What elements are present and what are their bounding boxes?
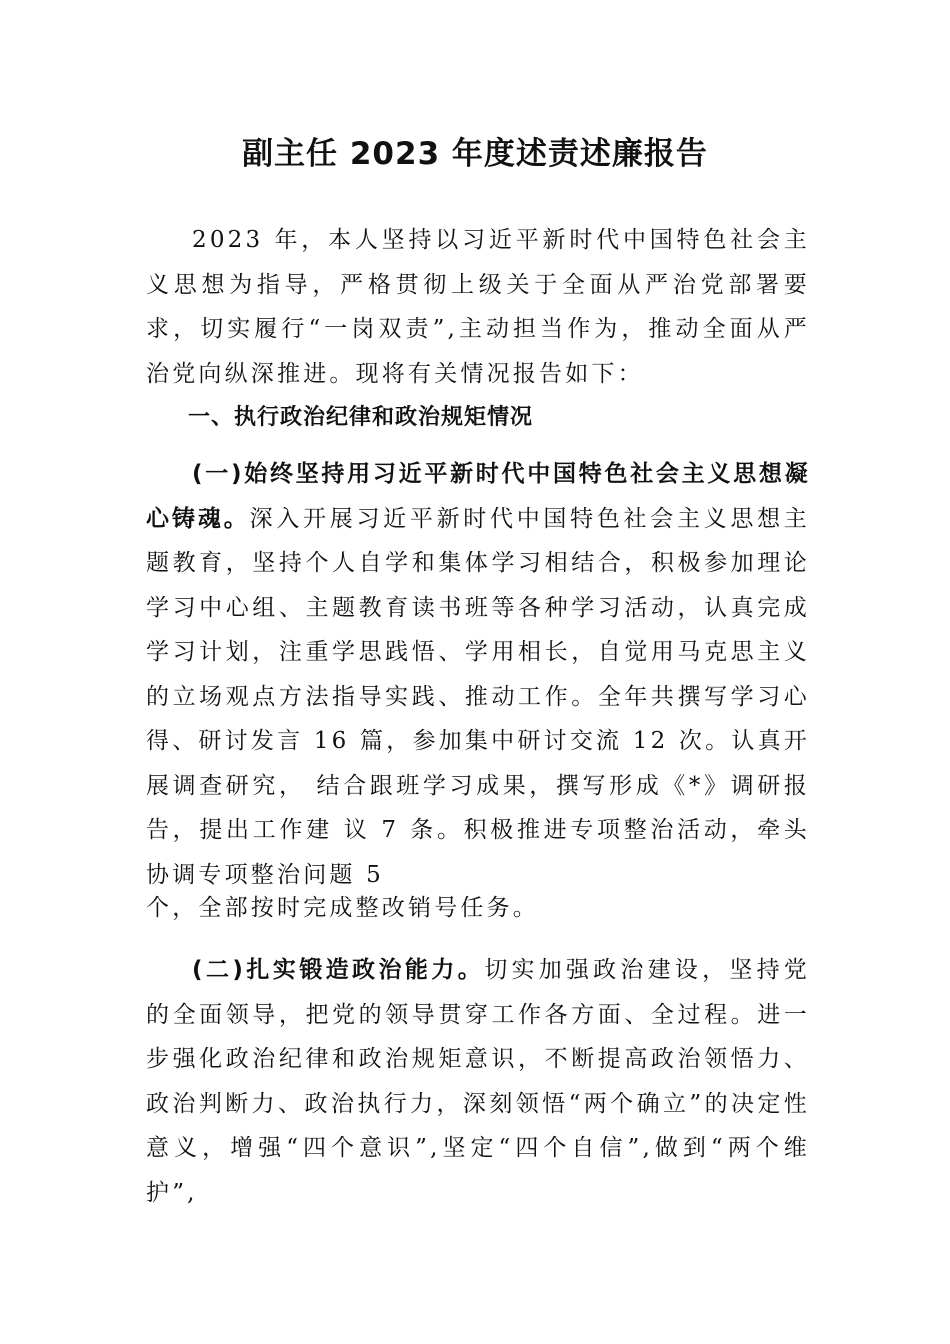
document-title: 副主任 2023 年度述责述廉报告	[242, 136, 708, 172]
paragraph-1-body: 深入开展习近平新时代中国特色社会主义思想主题教育，坚持个人自学和集体学习相结合，积极参加理论学习中心组、主题教育读书班等各种学习活动，认真完成学习计划，注重学思践悟、学用相长，自觉用马克思主义的立场观点方法指导实践、推动工作。全年共撰写学习心得、研讨发言 16 篇，参加集中研讨交流 12 次。认真开展调查研究， 结合跟班学习成果，撰写形成《*》调研报告，提出工作建 议 7 条。积极推进专项整治活动，牵头协调专项整治问题 5	[146, 505, 810, 888]
paragraph-2-body: 切实加强政治建设，坚持党的全面领导，把党的领导贯穿工作各方面、全过程。进一步强化政治纪律和政治规矩意识，不断提高政治领悟力、政治判断力、政治执行力，深刻领悟“两个确立”的决定性意义，增强“四个意识”,坚定“四个自信”,做到“两个维护”,	[146, 957, 811, 1206]
intro-paragraph: 2023 年，本人坚持以习近平新时代中国特色社会主义思想为指导，严格贯彻上级关于全面从严治党部署要求，切实履行“一岗双责”,主动担当作为，推动全面从严治党向纵深推进。现将有关情况报告如下：	[146, 227, 810, 387]
paragraph-1-lead: (一)始终坚持用习近平新时代中国特色社会主义思想凝心铸魂。	[146, 461, 810, 532]
paragraph-2	[146, 948, 810, 1215]
section-heading-1: 一、执行政治纪律和政治规矩情况	[188, 405, 534, 430]
paragraph-1	[146, 452, 810, 897]
paragraph-1-tail: 个，全部按时完成整改销号任务。	[146, 895, 539, 921]
paragraph-2-lead: (二)扎实锻造政治能力。	[192, 957, 485, 983]
